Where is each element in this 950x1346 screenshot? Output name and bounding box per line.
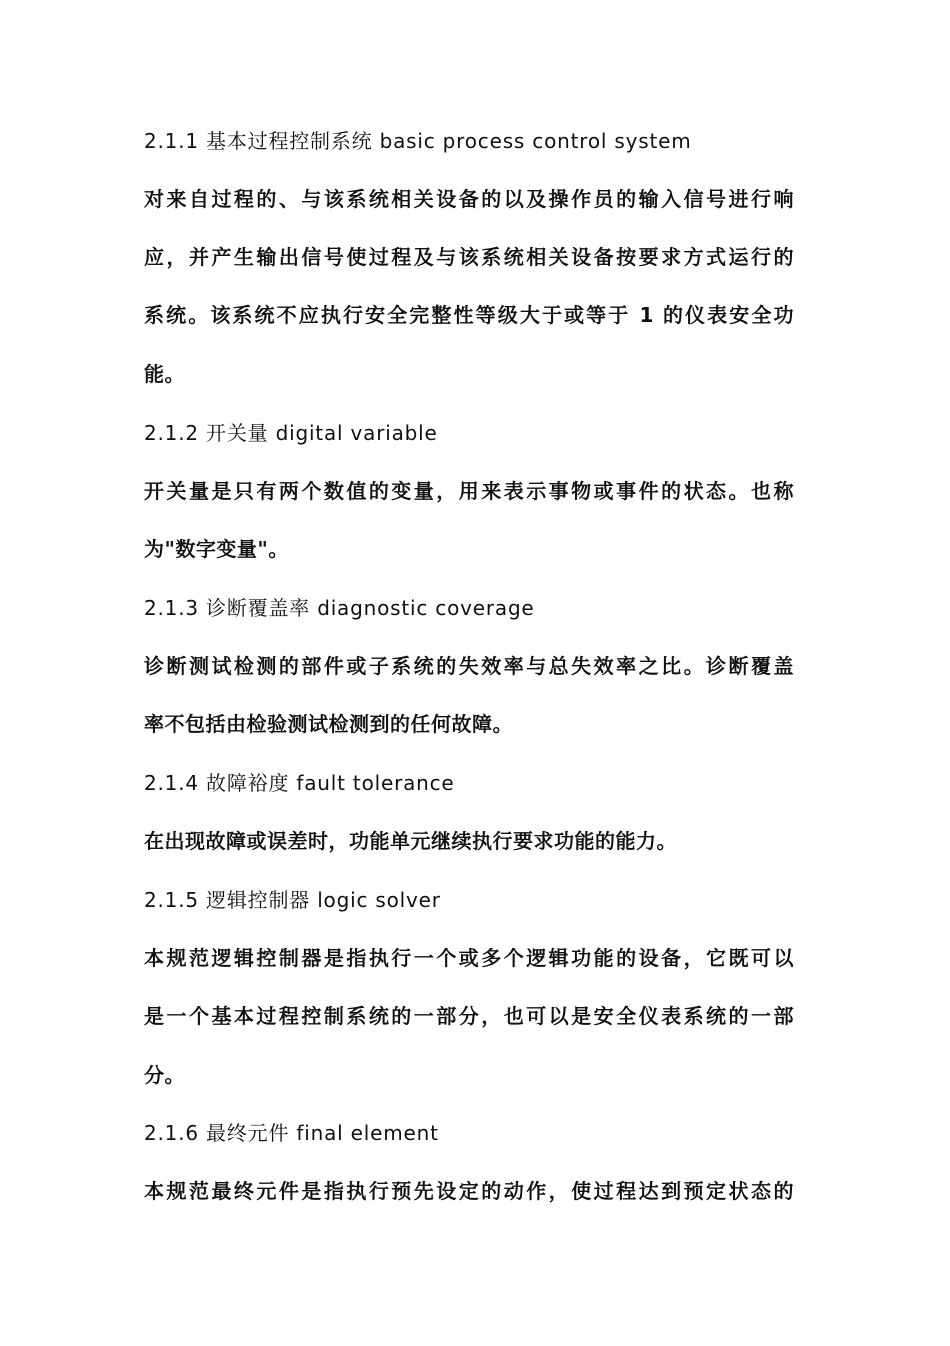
section-body-line: 是一个基本过程控制系统的一部分，也可以是安全仪表系统的一部 bbox=[144, 1004, 794, 1028]
section-heading-2-1-5: 2.1.5 逻辑控制器 logic solver bbox=[144, 888, 441, 912]
section-heading-2-1-3: 2.1.3 诊断覆盖率 diagnostic coverage bbox=[144, 596, 535, 620]
section-body-line: 为"数字变量"。 bbox=[144, 537, 289, 561]
section-heading-2-1-2: 2.1.2 开关量 digital variable bbox=[144, 421, 438, 445]
section-body-line: 对来自过程的、与该系统相关设备的以及操作员的输入信号进行响 bbox=[144, 187, 794, 211]
section-body-line: 分。 bbox=[144, 1063, 185, 1087]
section-body-line: 系统。该系统不应执行安全完整性等级大于或等于 1 的仪表安全功 bbox=[144, 303, 794, 327]
section-body-line: 开关量是只有两个数值的变量，用来表示事物或事件的状态。也称 bbox=[144, 479, 794, 503]
section-heading-2-1-4: 2.1.4 故障裕度 fault tolerance bbox=[144, 771, 455, 795]
section-heading-2-1-6: 2.1.6 最终元件 final element bbox=[144, 1121, 439, 1145]
section-body-line: 应，并产生输出信号使过程及与该系统相关设备按要求方式运行的 bbox=[144, 245, 794, 269]
section-body-line: 本规范逻辑控制器是指执行一个或多个逻辑功能的设备，它既可以 bbox=[144, 946, 794, 970]
section-body-line: 本规范最终元件是指执行预先设定的动作，使过程达到预定状态的 bbox=[144, 1179, 794, 1203]
section-body-line: 率不包括由检验测试检测到的任何故障。 bbox=[144, 712, 513, 736]
section-body-line: 能。 bbox=[144, 362, 185, 386]
section-body-line: 在出现故障或误差时，功能单元继续执行要求功能的能力。 bbox=[144, 829, 677, 853]
section-body-line: 诊断测试检测的部件或子系统的失效率与总失效率之比。诊断覆盖 bbox=[144, 654, 794, 678]
section-heading-2-1-1: 2.1.1 基本过程控制系统 basic process control system bbox=[144, 129, 692, 153]
